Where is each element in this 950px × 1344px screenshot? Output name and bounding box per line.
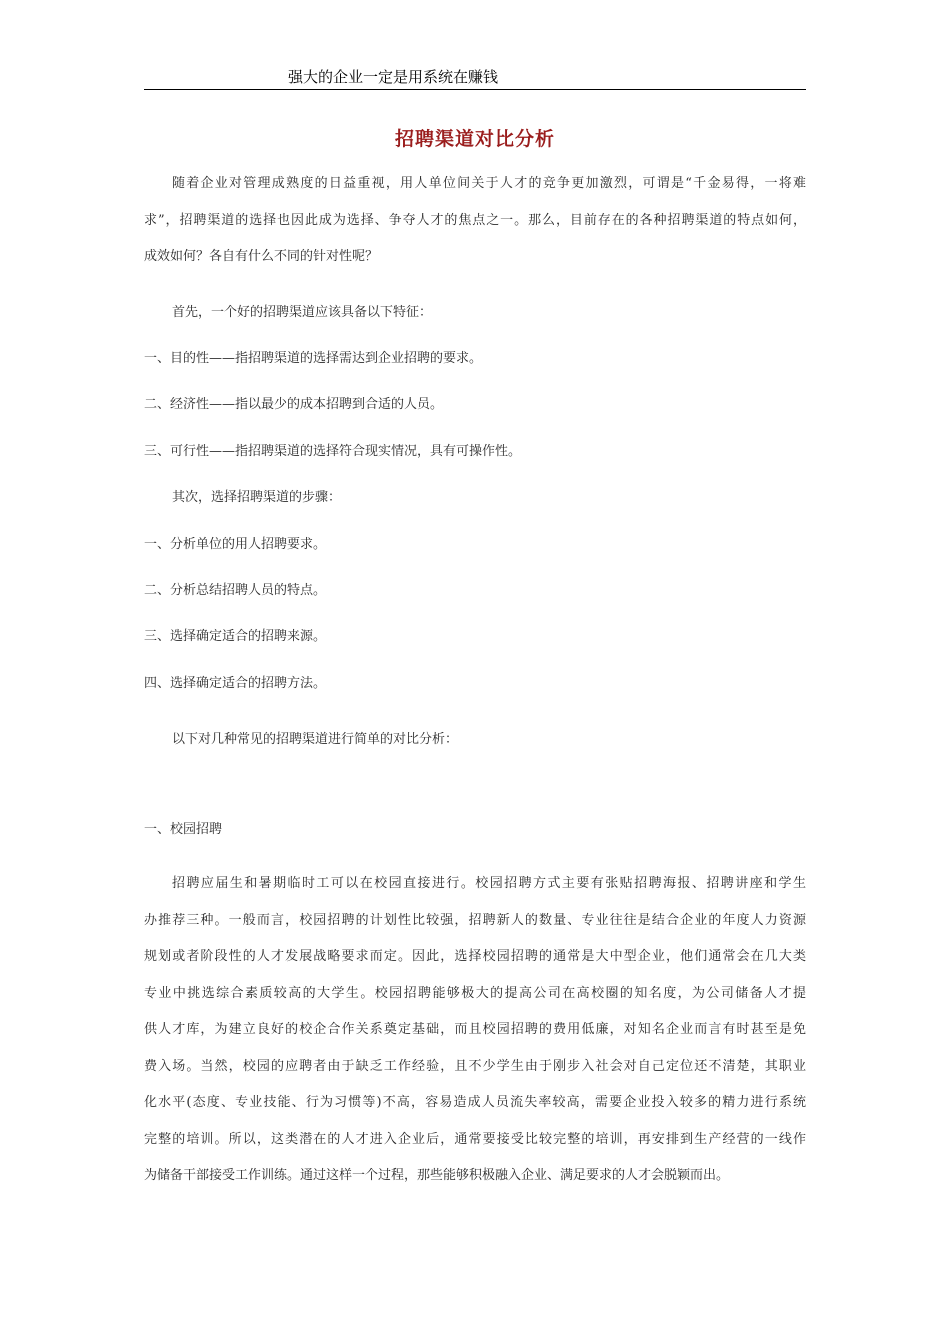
step-item: 二、分析总结招聘人员的特点。 bbox=[144, 583, 327, 598]
header-divider bbox=[144, 89, 806, 90]
step-item: 一、分析单位的用人招聘要求。 bbox=[144, 537, 327, 552]
feature-item: 二、经济性——指以最少的成本招聘到合适的人员。 bbox=[144, 397, 444, 412]
features-intro: 首先，一个好的招聘渠道应该具备以下特征： bbox=[172, 305, 433, 320]
paragraph-line: 办推荐三种。一般而言，校园招聘的计划性比较强，招聘新人的数量、专业往往是结合企业的年度人力资源 bbox=[144, 912, 806, 928]
feature-item: 一、目的性——指招聘渠道的选择需达到企业招聘的要求。 bbox=[144, 351, 483, 366]
paragraph-line: 费入场。当然，校园的应聘者由于缺乏工作经验，且不少学生由于刚步入社会对自己定位还不清楚，其职业 bbox=[144, 1058, 806, 1074]
feature-item: 三、可行性——指招聘渠道的选择符合现实情况，具有可操作性。 bbox=[144, 444, 522, 459]
paragraph-line: 为储备干部接受工作训练。通过这样一个过程，那些能够积极融入企业、满足要求的人才会脱颖而出。 bbox=[144, 1168, 730, 1183]
paragraph-line: 完整的培训。所以，这类潜在的人才进入企业后，通常要接受比较完整的培训，再安排到生产经营的一线作 bbox=[144, 1131, 806, 1147]
step-item: 三、选择确定适合的招聘来源。 bbox=[144, 629, 327, 644]
steps-intro: 其次，选择招聘渠道的步骤： bbox=[172, 490, 342, 505]
paragraph-line: 化水平(态度、专业技能、行为习惯等)不高，容易造成人员流失率较高，需要企业投入较多的精力进行系统 bbox=[144, 1095, 806, 1110]
document-title: 招聘渠道对比分析 bbox=[394, 128, 555, 150]
comparison-intro: 以下对几种常见的招聘渠道进行简单的对比分析： bbox=[172, 732, 459, 747]
intro-paragraph bbox=[144, 166, 806, 276]
intro-line: 成效如何？各自有什么不同的针对性呢？ bbox=[144, 249, 379, 264]
section-heading-campus: 一、校园招聘 bbox=[144, 822, 223, 837]
paragraph-line: 招聘应届生和暑期临时工可以在校园直接进行。校园招聘方式主要有张贴招聘海报、招聘讲座和学生 bbox=[172, 876, 806, 891]
paragraph-line: 专业中挑选综合素质较高的大学生。校园招聘能够极大的提高公司在高校圈的知名度，为公司储备人才提 bbox=[144, 985, 806, 1001]
intro-line: 求”，招聘渠道的选择也因此成为选择、争夺人才的焦点之一。那么，目前存在的各种招聘渠道的特点如何， bbox=[144, 212, 806, 228]
step-item: 四、选择确定适合的招聘方法。 bbox=[144, 676, 327, 691]
paragraph-line: 规划或者阶段性的人才发展战略要求而定。因此，选择校园招聘的通常是大中型企业，他们通常会在几大类 bbox=[144, 949, 806, 964]
campus-recruitment-paragraph bbox=[144, 866, 806, 1195]
paragraph-line: 供人才库，为建立良好的校企合作关系奠定基础，而且校园招聘的费用低廉，对知名企业而言有时甚至是免 bbox=[144, 1022, 806, 1037]
page-header-slogan: 强大的企业一定是用系统在赚钱 bbox=[288, 68, 499, 86]
intro-line: 随着企业对管理成熟度的日益重视，用人单位间关于人才的竞争更加激烈，可谓是“千金易得，一将难 bbox=[172, 176, 806, 191]
